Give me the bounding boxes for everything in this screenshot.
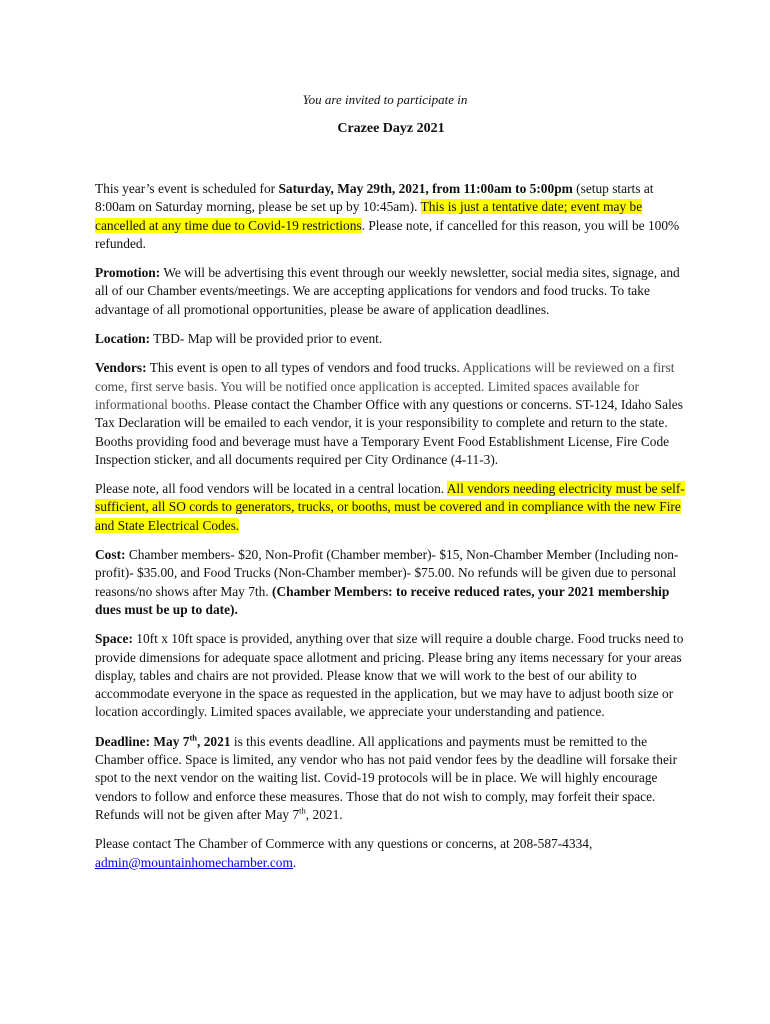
deadline-label-year: , 2021 bbox=[197, 733, 231, 749]
promotion-text: We will be advertising this event through our weekly newsletter, social media sites, signage, and all of our Chamber events/meetings. We are accepting applications for vendors and food trucks. To take advantage of all promotional opportunities, please be aware of application deadlines. bbox=[95, 265, 680, 317]
cost-label: Cost: bbox=[95, 547, 126, 563]
contact-paragraph bbox=[95, 835, 695, 872]
deadline-label bbox=[95, 734, 231, 749]
refund-note: . Please note, if cancelled for this reason, you will be 100% refunded. bbox=[95, 217, 680, 251]
vendors-label: Vendors: bbox=[95, 360, 147, 376]
cost-text: Chamber members- $20, Non-Profit (Chamber member)- $15, Non-Chamber Member (Including non-profit)- $35.00, and Food Trucks (Non-Chamber member)- $75.00. No refunds will be given due to personal reasons/no shows after May 7th. bbox=[95, 547, 679, 599]
vendors-intro: This event is open to all types of vendors and food trucks. bbox=[146, 360, 463, 376]
membership-note: (Chamber Members: to receive reduced rates, your 2021 membership dues must be up to date). bbox=[95, 583, 670, 617]
promotion-label: Promotion: bbox=[95, 265, 161, 281]
deadline-text-end: , 2021. bbox=[305, 806, 343, 822]
deadline-label-date: Deadline: May 7 bbox=[95, 733, 190, 749]
cost-paragraph bbox=[95, 546, 695, 619]
event-title: Crazee Dayz 2021 bbox=[337, 121, 445, 136]
setup-info: (setup starts at 8:00am on Saturday morning, please be set up by 10:45am). bbox=[95, 181, 654, 215]
schedule-intro: This year’s event is scheduled for bbox=[95, 181, 279, 196]
vendors-requirements: Please contact the Chamber Office with any questions or concerns. ST-124, Idaho Sales Tax Declaration will be emailed to each vendor, it is your responsibility to complete and return to the state. Booths providing food and beverage must have a Temporary Event Food Establishment License, Fire Code Inspection sticker, and all documents required per City Ordinance (4-11-3). bbox=[95, 396, 683, 467]
event-date-time: Saturday, May 29th, 2021, from 11:00am to 5:00pm bbox=[278, 181, 573, 196]
document-body bbox=[95, 180, 695, 883]
promotion-paragraph bbox=[95, 264, 695, 319]
deadline-label-suffix: th bbox=[189, 732, 198, 743]
vendors-paragraph bbox=[95, 359, 695, 469]
food-vendor-location: Please note, all food vendors will be located in a central location. bbox=[95, 481, 447, 497]
contact-end: . bbox=[292, 854, 297, 870]
email-link[interactable]: admin@mountainhomechamber.com bbox=[95, 854, 293, 870]
deadline-paragraph bbox=[95, 733, 695, 824]
event-schedule-paragraph bbox=[95, 180, 695, 253]
electricity-highlight: All vendors needing electricity must be self-sufficient, all SO cords to generators, trucks, or booths, must be covered and in compliance with the new Fire and State Electrical Codes. bbox=[95, 481, 685, 533]
deadline-text: is this events deadline. All applications and payments must be remitted to the Chamber office. Space is limited, any vendor who has not paid vendor fees by the deadline will forsake their spot to the next vendor on the waiting list. Covid-19 protocols will be in place. We will highly encourage vendors to follow and enforce these measures. Those that do not wish to comply, may forfeit their space. Refunds will not be given after May 7 bbox=[95, 733, 678, 822]
space-paragraph bbox=[95, 630, 695, 721]
contact-text: Please contact The Chamber of Commerce with any questions or concerns, at 208-587-4334, bbox=[95, 836, 593, 852]
space-label: Space: bbox=[95, 631, 133, 647]
location-paragraph bbox=[95, 330, 695, 348]
location-text: TBD- Map will be provided prior to event. bbox=[150, 331, 383, 347]
space-text: 10ft x 10ft space is provided, anything over that size will require a double charge. Food trucks need to provide dimensions for adequate space allotment and pricing. Please bring any items necessary for your areas display, tables and chairs are not provided. Please know that we will work to the best of our ability to accommodate everyone in the space as requested in the application, but we may have to adjust booth size or location accordingly. Limited spaces available, we appreciate your understanding and patience. bbox=[95, 631, 684, 720]
food-vendor-note-paragraph bbox=[95, 480, 695, 535]
location-label: Location: bbox=[95, 331, 151, 347]
deadline-text-suffix: th bbox=[299, 805, 306, 816]
invitation-line: You are invited to participate in bbox=[302, 92, 468, 107]
vendors-review-note: Applications will be reviewed on a first come, first serve basis. You will be notified once application is accepted. Limited spaces available for informational booths. bbox=[95, 360, 675, 412]
tentative-date-highlight: This is just a tentative date; event may be cancelled at any time due to Covid-19 restrictions bbox=[95, 199, 643, 233]
